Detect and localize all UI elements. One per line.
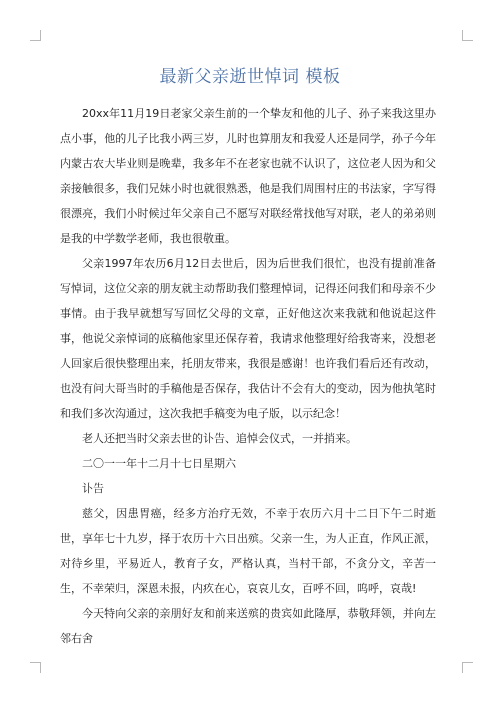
page-corner-mark-top-left [30, 30, 41, 41]
page-title: 最新父亲逝世悼词 模板 [159, 67, 341, 87]
paragraph-date: 二〇一一年十二月十七日星期六 [82, 457, 236, 470]
page-corner-mark-bottom-left [30, 662, 41, 673]
paragraph-obituary-text: 慈父，因患胃癌，经多方治疗无效，不幸于农历六月十二日下午二时逝世，享年七十九岁，择于农历十六日出殡。父亲一生，为人正直，作风正派，对待乡里，平易近人，教育子女，严格认真，当村干部，不贪分文，辛苦一生，不幸荣归，深恩未报，内疚在心，哀哀儿女，百呼不回，呜呼，哀哉! [60, 507, 436, 595]
paragraph-intro: 20xx年11月19日老家父亲生前的一个挚友和他的儿子、孙子来我这里办点小事，他的儿子比我小两三岁，儿时也算朋友和我爱人还是同学，孙子今年内蒙古农大毕业则是晚辈，我多年不在老家也就不认识了，这位老人因为和父亲接触很多，我们兄妹小时也就很熟悉，他是我们周围村庄的书法家，字写得很漂亮，我们小时候过年父亲自己不愿写对联经常找他写对联，老人的弟弟则是我的中学数学老师，我也很敬重。 [60, 107, 436, 245]
paragraph-eulogy-origin: 父亲1997年农历6月12日去世后，因为后世我们很忙，也没有提前准备写悼词，这位父亲的朋友就主动帮助我们整理悼词，记得还问我们和母亲不少事情。由于我早就想写写回忆父母的文章，正好他这次来我就和他说起这件事，他说父亲悼词的底稿他家里还保存着，我请求他整理好给我寄来，没想老人回家后很快整理出来，托朋友带来，我很是感谢！也许我们看后还有改动，也没有问大哥当时的手稿他是否保存，我估计不会有大的变动，因为他执笔时和我们多次沟通过，这次我把手稿变为电子版，以示纪念！ [60, 257, 436, 420]
page-corner-mark-bottom-right [462, 662, 473, 673]
paragraph-thanks: 今天特向父亲的亲朋好友和前来送殡的贵宾如此隆厚，恭敬拜领，并向左邻右舍 [60, 607, 436, 645]
paragraph-obituary-heading: 讣告 [82, 482, 104, 495]
paragraph-obituary-note: 老人还把当时父亲去世的讣告、追悼会仪式，一并捎来。 [82, 432, 357, 445]
document-body [60, 101, 436, 651]
page-corner-mark-top-right [462, 30, 473, 41]
